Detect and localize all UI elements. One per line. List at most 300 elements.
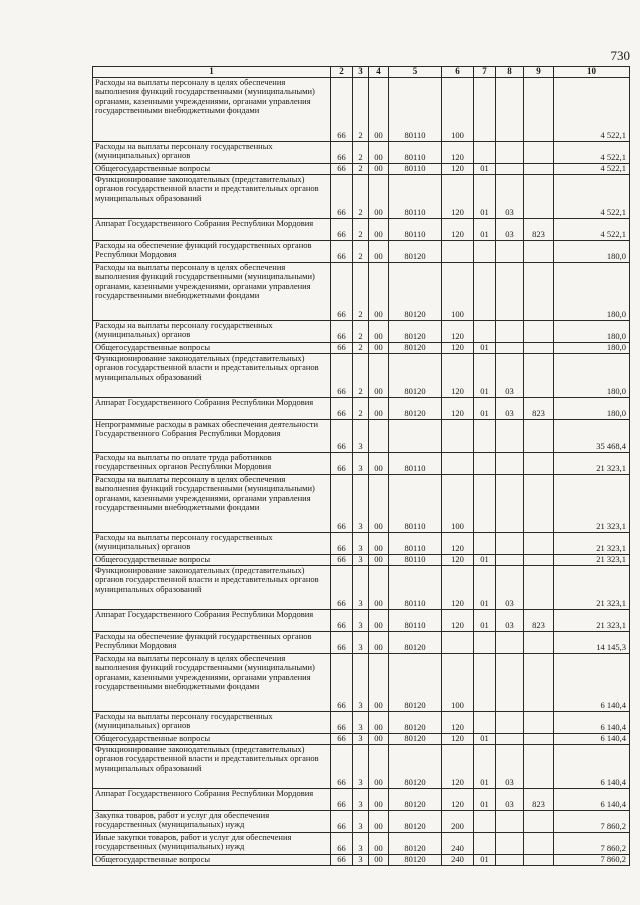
row-code-cell [474,810,496,832]
row-code-cell: 80110 [389,77,442,141]
row-name-cell: Аппарат Государственного Собрания Республики Мордовия [93,788,331,810]
row-code-cell [474,240,496,262]
row-code-cell: 120 [442,141,474,163]
row-code-cell: 80120 [389,810,442,832]
row-sum-cell: 180,0 [554,397,630,419]
row-name-cell: Общегосударственные вопросы [93,733,331,744]
row-code-cell: 80120 [389,832,442,854]
row-code-cell: 66 [331,397,353,419]
row-code-cell [474,532,496,554]
row-code-cell [524,320,554,342]
row-code-cell [524,141,554,163]
row-code-cell [389,419,442,452]
row-code-cell [524,832,554,854]
row-sum-cell: 180,0 [554,342,630,353]
row-sum-cell: 7 860,2 [554,832,630,854]
row-code-cell [496,163,524,174]
header-col-8: 8 [496,67,524,78]
row-sum-cell: 180,0 [554,240,630,262]
row-code-cell: 66 [331,653,353,711]
row-code-cell: 00 [369,353,389,397]
row-code-cell: 3 [353,474,369,532]
row-code-cell: 2 [353,397,369,419]
row-code-cell [474,832,496,854]
row-code-cell: 66 [331,711,353,733]
row-code-cell [496,854,524,865]
row-code-cell: 03 [496,565,524,609]
row-code-cell: 3 [353,810,369,832]
row-code-cell: 100 [442,262,474,320]
row-code-cell: 80110 [389,452,442,474]
row-name-cell: Расходы на выплаты персоналу государственных (муниципальных) органов [93,532,331,554]
row-code-cell: 120 [442,174,474,218]
row-code-cell: 120 [442,353,474,397]
table-row [93,174,630,218]
table-row [93,141,630,163]
budget-table-container [92,66,632,866]
row-code-cell [496,711,524,733]
row-code-cell: 2 [353,218,369,240]
row-code-cell: 120 [442,554,474,565]
row-code-cell: 66 [331,163,353,174]
row-code-cell: 66 [331,141,353,163]
row-code-cell: 66 [331,565,353,609]
row-sum-cell: 21 323,1 [554,609,630,631]
row-sum-cell: 6 140,4 [554,711,630,733]
row-code-cell: 00 [369,77,389,141]
table-row [93,474,630,532]
row-code-cell [474,631,496,653]
row-sum-cell: 21 323,1 [554,474,630,532]
header-col-7: 7 [474,67,496,78]
row-code-cell: 80120 [389,854,442,865]
row-code-cell [524,342,554,353]
row-code-cell [524,711,554,733]
row-code-cell [496,419,524,452]
row-code-cell: 120 [442,397,474,419]
row-code-cell: 66 [331,854,353,865]
row-code-cell: 66 [331,554,353,565]
row-code-cell: 00 [369,163,389,174]
row-code-cell: 01 [474,733,496,744]
row-code-cell: 66 [331,532,353,554]
row-name-cell: Аппарат Государственного Собрания Республики Мордовия [93,218,331,240]
row-code-cell: 80120 [389,240,442,262]
table-row [93,609,630,631]
row-code-cell: 00 [369,240,389,262]
row-sum-cell: 4 522,1 [554,163,630,174]
row-code-cell: 03 [496,174,524,218]
row-sum-cell: 4 522,1 [554,218,630,240]
row-code-cell [496,474,524,532]
row-code-cell [474,452,496,474]
row-sum-cell: 4 522,1 [554,77,630,141]
row-sum-cell: 35 468,4 [554,419,630,452]
row-sum-cell: 180,0 [554,320,630,342]
row-name-cell: Расходы на выплаты персоналу государственных (муниципальных) органов [93,711,331,733]
row-code-cell: 80110 [389,609,442,631]
table-row [93,810,630,832]
row-sum-cell: 4 522,1 [554,174,630,218]
row-code-cell [524,419,554,452]
table-row [93,788,630,810]
row-code-cell: 66 [331,744,353,788]
row-code-cell: 01 [474,788,496,810]
row-code-cell: 01 [474,609,496,631]
row-code-cell: 2 [353,353,369,397]
row-code-cell: 00 [369,711,389,733]
row-code-cell: 01 [474,342,496,353]
row-code-cell: 3 [353,711,369,733]
table-row [93,419,630,452]
row-code-cell [496,342,524,353]
row-code-cell: 01 [474,565,496,609]
row-code-cell: 00 [369,474,389,532]
header-col-5: 5 [389,67,442,78]
row-code-cell [442,240,474,262]
row-code-cell: 3 [353,744,369,788]
row-code-cell: 66 [331,609,353,631]
row-code-cell: 00 [369,788,389,810]
row-code-cell: 2 [353,174,369,218]
row-code-cell: 120 [442,744,474,788]
row-code-cell: 00 [369,609,389,631]
row-code-cell: 00 [369,744,389,788]
row-code-cell: 00 [369,854,389,865]
table-row [93,240,630,262]
row-code-cell [496,810,524,832]
row-code-cell: 80120 [389,353,442,397]
row-code-cell: 823 [524,397,554,419]
row-code-cell: 2 [353,262,369,320]
row-code-cell [524,240,554,262]
row-code-cell [442,419,474,452]
table-row [93,397,630,419]
budget-table [92,66,630,866]
table-row [93,733,630,744]
row-code-cell: 66 [331,832,353,854]
row-code-cell: 80120 [389,342,442,353]
row-code-cell: 00 [369,218,389,240]
row-code-cell: 120 [442,532,474,554]
row-code-cell: 66 [331,810,353,832]
row-code-cell [474,474,496,532]
row-name-cell: Расходы на выплаты персоналу в целях обеспечения выполнения функций государственными (муниципальными) органами, казенными учреждениями, органами управления государственными внебюджетными фондами [93,77,331,141]
row-code-cell: 03 [496,788,524,810]
row-code-cell: 80120 [389,711,442,733]
row-code-cell: 80120 [389,397,442,419]
row-code-cell [496,554,524,565]
row-code-cell: 3 [353,631,369,653]
row-code-cell: 120 [442,711,474,733]
row-code-cell [524,733,554,744]
row-name-cell: Общегосударственные вопросы [93,554,331,565]
row-code-cell: 00 [369,532,389,554]
row-code-cell: 3 [353,609,369,631]
row-name-cell: Функционирование законодательных (представительных) органов государственной власти и представительных органов муниципальных образований [93,744,331,788]
row-name-cell: Общегосударственные вопросы [93,163,331,174]
row-code-cell: 823 [524,218,554,240]
row-code-cell: 66 [331,174,353,218]
table-row [93,653,630,711]
row-code-cell: 00 [369,262,389,320]
row-code-cell: 823 [524,788,554,810]
row-code-cell: 240 [442,854,474,865]
row-name-cell: Аппарат Государственного Собрания Республики Мордовия [93,609,331,631]
row-code-cell [496,320,524,342]
row-name-cell: Функционирование законодательных (представительных) органов государственной власти и представительных органов муниципальных образований [93,565,331,609]
row-name-cell: Аппарат Государственного Собрания Республики Мордовия [93,397,331,419]
row-name-cell: Закупка товаров, работ и услуг для обеспечения государственных (муниципальных) нужд [93,810,331,832]
table-row [93,532,630,554]
row-code-cell: 03 [496,353,524,397]
row-code-cell [369,419,389,452]
row-code-cell: 3 [353,854,369,865]
row-code-cell: 00 [369,832,389,854]
row-code-cell: 00 [369,174,389,218]
table-row [93,342,630,353]
table-row [93,854,630,865]
row-code-cell: 66 [331,733,353,744]
row-code-cell: 66 [331,342,353,353]
row-name-cell: Непрограммные расходы в рамках обеспечения деятельности Государственного Собрания Республики Мордовия [93,419,331,452]
row-sum-cell: 6 140,4 [554,733,630,744]
row-code-cell: 01 [474,174,496,218]
row-code-cell: 823 [524,609,554,631]
table-row [93,77,630,141]
row-code-cell: 00 [369,397,389,419]
row-code-cell: 01 [474,397,496,419]
row-code-cell [524,653,554,711]
table-row [93,565,630,609]
row-code-cell: 00 [369,342,389,353]
row-code-cell: 120 [442,342,474,353]
row-code-cell: 3 [353,565,369,609]
row-code-cell: 100 [442,653,474,711]
row-code-cell: 80120 [389,744,442,788]
row-code-cell [524,532,554,554]
row-sum-cell: 21 323,1 [554,554,630,565]
row-code-cell [474,419,496,452]
row-sum-cell: 4 522,1 [554,141,630,163]
row-code-cell [496,452,524,474]
row-code-cell [474,711,496,733]
header-col-3: 3 [353,67,369,78]
row-code-cell [474,77,496,141]
row-code-cell: 2 [353,77,369,141]
row-sum-cell: 6 140,4 [554,744,630,788]
table-row [93,744,630,788]
row-code-cell: 66 [331,218,353,240]
row-code-cell: 66 [331,474,353,532]
row-code-cell [442,452,474,474]
row-code-cell [524,474,554,532]
row-code-cell [474,653,496,711]
header-col-2: 2 [331,67,353,78]
row-code-cell: 3 [353,532,369,554]
table-row [93,711,630,733]
row-code-cell: 200 [442,810,474,832]
row-code-cell [524,631,554,653]
row-code-cell [524,262,554,320]
row-sum-cell: 21 323,1 [554,452,630,474]
row-name-cell: Расходы на обеспечение функций государственных органов Республики Мордовия [93,631,331,653]
row-sum-cell: 6 140,4 [554,788,630,810]
table-row [93,554,630,565]
row-code-cell: 66 [331,419,353,452]
row-code-cell: 00 [369,733,389,744]
row-code-cell: 2 [353,141,369,163]
row-code-cell: 03 [496,744,524,788]
row-code-cell [496,832,524,854]
row-code-cell [524,565,554,609]
row-code-cell: 120 [442,163,474,174]
row-code-cell: 66 [331,353,353,397]
row-code-cell [524,163,554,174]
row-code-cell: 00 [369,141,389,163]
row-name-cell: Расходы на выплаты персоналу государственных (муниципальных) органов [93,320,331,342]
row-code-cell: 80110 [389,532,442,554]
header-col-10: 10 [554,67,630,78]
table-header-row [93,67,630,78]
table-row [93,218,630,240]
row-code-cell: 00 [369,452,389,474]
row-code-cell [524,854,554,865]
row-code-cell: 66 [331,452,353,474]
row-code-cell: 80120 [389,262,442,320]
row-code-cell: 80120 [389,631,442,653]
row-code-cell: 120 [442,788,474,810]
row-code-cell: 01 [474,554,496,565]
header-col-4: 4 [369,67,389,78]
row-code-cell: 80110 [389,554,442,565]
row-code-cell: 100 [442,77,474,141]
row-code-cell: 03 [496,218,524,240]
table-row [93,452,630,474]
row-code-cell [524,353,554,397]
row-code-cell [496,141,524,163]
page-number: 730 [610,48,630,63]
table-row [93,353,630,397]
row-sum-cell: 7 860,2 [554,810,630,832]
row-code-cell [442,631,474,653]
row-sum-cell: 180,0 [554,353,630,397]
row-code-cell [524,554,554,565]
row-code-cell: 66 [331,320,353,342]
row-name-cell: Расходы на обеспечение функций государственных органов Республики Мордовия [93,240,331,262]
row-code-cell: 120 [442,565,474,609]
row-code-cell: 80110 [389,474,442,532]
row-code-cell: 240 [442,832,474,854]
row-code-cell [496,532,524,554]
row-code-cell: 03 [496,609,524,631]
row-code-cell: 01 [474,218,496,240]
row-code-cell: 80120 [389,788,442,810]
row-code-cell [474,141,496,163]
row-code-cell [496,240,524,262]
row-sum-cell: 7 860,2 [554,854,630,865]
row-code-cell: 80120 [389,653,442,711]
row-code-cell [474,262,496,320]
row-code-cell: 66 [331,77,353,141]
row-code-cell: 01 [474,744,496,788]
row-code-cell: 120 [442,218,474,240]
table-row [93,163,630,174]
row-code-cell: 66 [331,631,353,653]
row-name-cell: Общегосударственные вопросы [93,342,331,353]
row-code-cell: 03 [496,397,524,419]
row-code-cell [524,744,554,788]
row-code-cell [496,733,524,744]
table-row [93,631,630,653]
row-code-cell [496,262,524,320]
row-code-cell [496,77,524,141]
row-code-cell: 120 [442,733,474,744]
row-code-cell [524,452,554,474]
row-name-cell: Функционирование законодательных (представительных) органов государственной власти и представительных органов муниципальных образований [93,174,331,218]
row-name-cell: Расходы на выплаты персоналу в целях обеспечения выполнения функций государственными (муниципальными) органами, казенными учреждениями, органами управления государственными внебюджетными фондами [93,653,331,711]
row-code-cell: 01 [474,854,496,865]
row-code-cell: 66 [331,240,353,262]
header-col-1: 1 [93,67,331,78]
row-code-cell: 3 [353,733,369,744]
row-name-cell: Расходы на выплаты по оплате труда работников государственных органов Республики Мордовия [93,452,331,474]
row-sum-cell: 6 140,4 [554,653,630,711]
row-code-cell: 80110 [389,163,442,174]
row-code-cell: 3 [353,554,369,565]
row-code-cell: 3 [353,788,369,810]
row-code-cell: 00 [369,565,389,609]
row-code-cell [524,810,554,832]
row-code-cell: 66 [331,262,353,320]
row-code-cell: 3 [353,452,369,474]
table-row [93,832,630,854]
row-sum-cell: 180,0 [554,262,630,320]
row-name-cell: Расходы на выплаты персоналу в целях обеспечения выполнения функций государственными (муниципальными) органами, казенными учреждениями, органами управления государственными внебюджетными фондами [93,474,331,532]
row-code-cell: 80120 [389,320,442,342]
row-name-cell: Расходы на выплаты персоналу государственных (муниципальных) органов [93,141,331,163]
row-code-cell: 00 [369,554,389,565]
row-code-cell: 120 [442,609,474,631]
row-code-cell: 3 [353,832,369,854]
row-code-cell: 01 [474,353,496,397]
row-code-cell [496,631,524,653]
row-name-cell: Иные закупки товаров, работ и услуг для обеспечения государственных (муниципальных) нужд [93,832,331,854]
row-code-cell: 80120 [389,733,442,744]
row-code-cell: 00 [369,653,389,711]
row-code-cell: 66 [331,788,353,810]
row-code-cell: 2 [353,163,369,174]
row-code-cell: 2 [353,320,369,342]
row-code-cell: 3 [353,653,369,711]
header-col-6: 6 [442,67,474,78]
row-code-cell: 80110 [389,565,442,609]
row-code-cell: 00 [369,810,389,832]
row-code-cell: 01 [474,163,496,174]
table-body [93,77,630,865]
row-code-cell: 3 [353,419,369,452]
row-code-cell: 80110 [389,141,442,163]
row-code-cell: 2 [353,342,369,353]
row-sum-cell: 21 323,1 [554,565,630,609]
row-code-cell: 00 [369,320,389,342]
row-code-cell: 80110 [389,218,442,240]
row-name-cell: Функционирование законодательных (представительных) органов государственной власти и представительных органов муниципальных образований [93,353,331,397]
row-code-cell [496,653,524,711]
row-name-cell: Расходы на выплаты персоналу в целях обеспечения выполнения функций государственными (муниципальными) органами, казенными учреждениями, органами управления государственными внебюджетными фондами [93,262,331,320]
header-col-9: 9 [524,67,554,78]
row-code-cell [474,320,496,342]
